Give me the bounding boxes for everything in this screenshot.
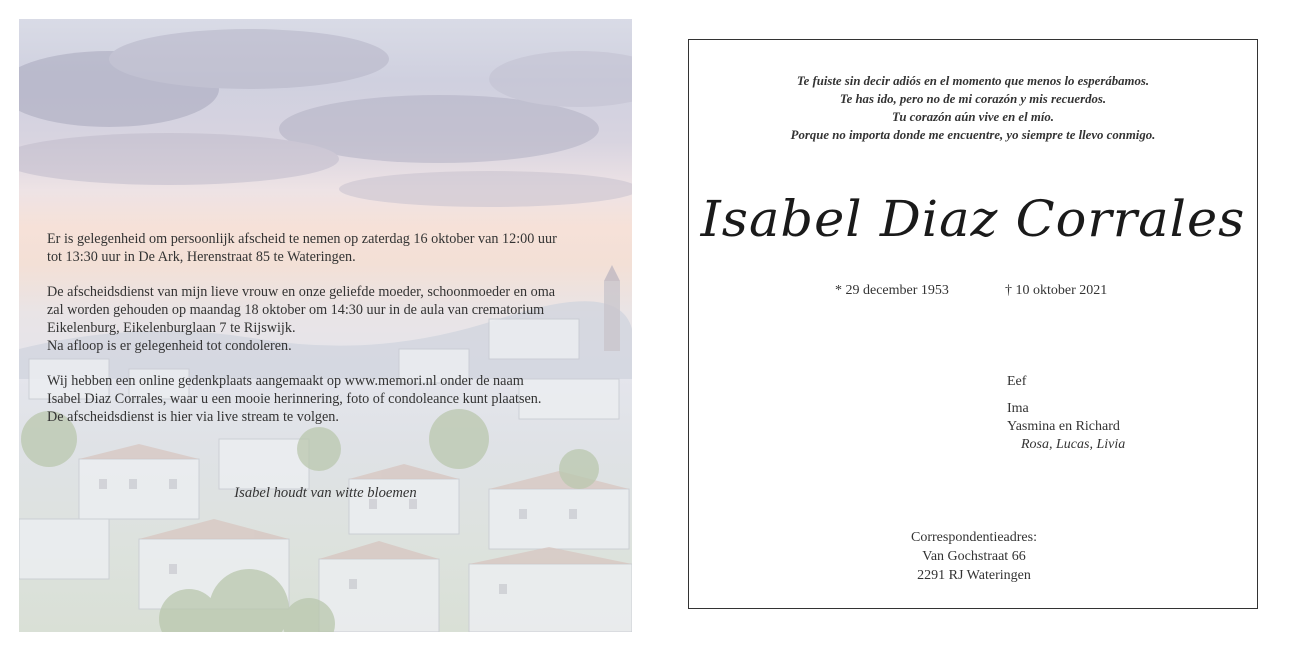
address-city: 2291 RJ Wateringen xyxy=(917,568,1031,583)
child-partner-names: Yasmina en Richard xyxy=(1007,419,1120,434)
text-line: Wij hebben een online gedenkplaats aangemaakt op www.memori.nl onder de naam xyxy=(47,373,524,389)
left-text-block xyxy=(47,230,607,443)
left-panel xyxy=(19,19,632,632)
farewell-paragraph xyxy=(47,230,607,266)
text-line: De afscheidsdienst is hier via live stream te volgen. xyxy=(47,409,339,425)
deceased-name: Isabel Diaz Corrales xyxy=(700,190,1246,248)
text-line: tot 13:30 uur in De Ark, Herenstraat 85 te Wateringen. xyxy=(47,249,356,265)
correspondence-address xyxy=(689,528,1259,585)
poem-line: Porque no importa donde me encuentre, yo siempre te llevo conmigo. xyxy=(790,128,1156,142)
birth-date: * 29 december 1953 xyxy=(835,283,949,298)
address-street: Van Gochstraat 66 xyxy=(922,549,1026,564)
text-line: Isabel Diaz Corrales, waar u een mooie herinnering, foto of condoleance kunt plaatsen. xyxy=(47,391,542,407)
online-memorial-paragraph xyxy=(47,372,607,426)
family-list xyxy=(1007,373,1125,454)
spouse-name: Eef xyxy=(1007,374,1027,389)
announcement-card xyxy=(688,39,1258,609)
address-label: Correspondentieadres: xyxy=(911,530,1037,545)
death-date: † 10 oktober 2021 xyxy=(1005,283,1108,298)
text-line: zal worden gehouden op maandag 18 oktober om 14:30 uur in de aula van crematorium xyxy=(47,302,545,318)
text-line: Er is gelegenheid om persoonlijk afscheid te nemen op zaterdag 16 oktober van 12:00 uur xyxy=(47,231,557,247)
closing-note: Isabel houdt van witte bloemen xyxy=(234,485,417,501)
poem-line: Tu corazón aún vive en el mío. xyxy=(892,110,1054,124)
poem xyxy=(689,72,1257,144)
poem-line: Te has ido, pero no de mi corazón y mis recuerdos. xyxy=(839,92,1107,106)
text-line: Na afloop is er gelegenheid tot condoleren. xyxy=(47,338,292,354)
poem-line: Te fuiste sin decir adiós en el momento que menos lo esperábamos. xyxy=(796,74,1150,88)
service-paragraph xyxy=(47,283,607,355)
grandchildren-names: Rosa, Lucas, Livia xyxy=(1021,437,1126,452)
spacer xyxy=(1007,391,1125,400)
text-line: De afscheidsdienst van mijn lieve vrouw en onze geliefde moeder, schoonmoeder en oma xyxy=(47,284,556,300)
text-line: Eikelenburg, Eikelenburglaan 7 te Rijswijk. xyxy=(47,320,296,336)
child-name: Ima xyxy=(1007,401,1029,416)
